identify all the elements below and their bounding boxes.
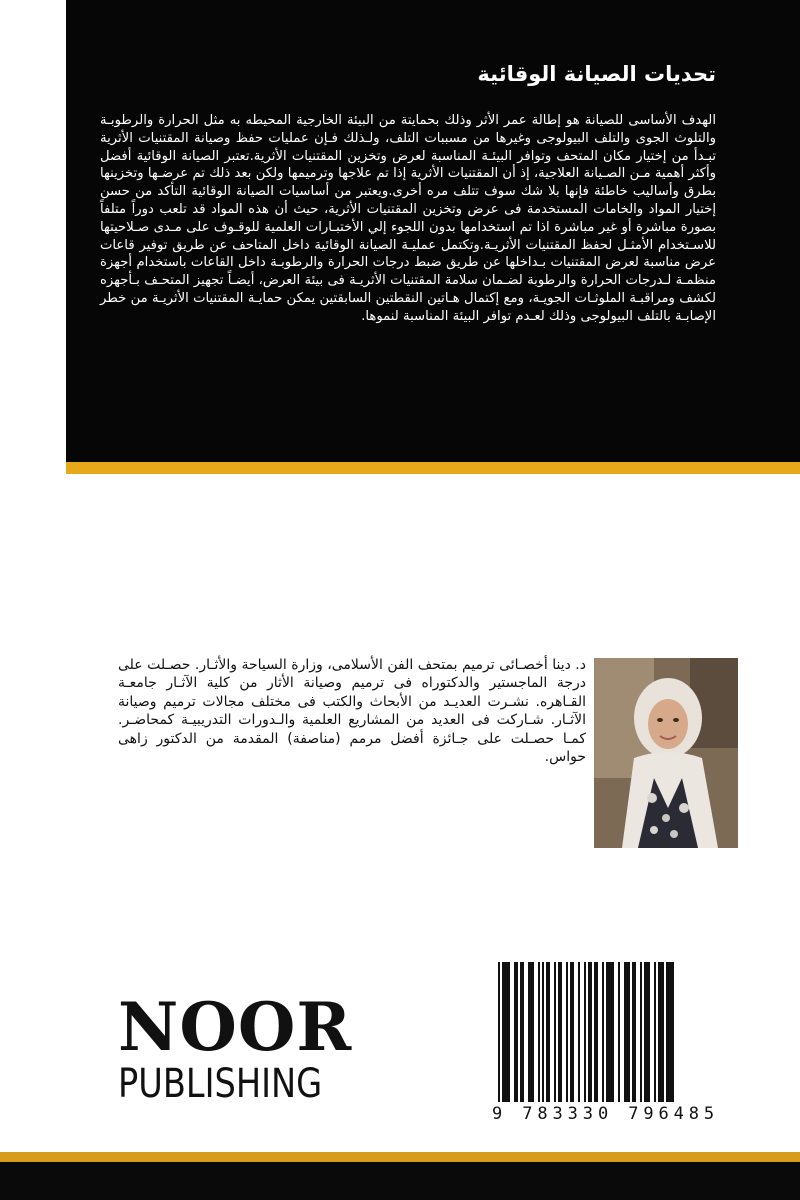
isbn-digits: 9 783330 796485: [492, 1104, 720, 1124]
back-cover-title: تحديات الصيانة الوقائية: [477, 62, 716, 86]
author-portrait-image: [594, 658, 738, 848]
back-cover-blurb: الهدف الأساسى للصيانة هو إطالة عمر الأثر وذلك بحمايتة من البيئة الخارجية المحيطه به مثل الحرارة والرطوبـة والتلوث الجوى والتلف البيولوجى وغيرها من مسببات التلف، ولـذلك فـإن عمليات حفظ وصيانة المقتنيات الأثرية تبـدأ من إختيار مكان المتحف وتوافر البيئـة المناسبة لعرض وتخزين المقتنيات الأثرية.تعتبر الصيانة الوقائية أفضل وأكثر أهمية مـن الصـيانة العلاجية، إذ أن المقتنيات الأثرية إذا تم علاجها وترميمها ولكن بعد ذلك تم عرضـها وتخزينها بطرق وأساليب خاطئة فإنها بلا شك سوف تتلف مره أخرى.ويعتبر من أساسيات الصيانة الوقائية التأكد من حسن إختيار المواد والخامات المستخدمة فى عرض وتخزين المقتنيات الأثرية، حيث أن هذه المواد قد تلعب دوراً متلفاً بصورة مباشرة أو غير مباشرة اذا تم استخدامها بدون اللجوء إلي الأختبـارات العلمية للوقـوف على مـدى صـلاحيتها للاسـتخدام الأمثـل لحفظ المقتنيات الأثريـة.وتكتمل عمليـة الصيانة الوقائية داخل المتاحف عن طريق توفير قاعات عرض مناسبة لعرض المقتنيات بـداخلها عن طريق ضبط درجات الحرارة والرطوبـة داخل القاعات باستخدام أجهزة منظمـة لـدرجات الحرارة والرطوبة لضـمان سلامة المقتنيات الأثريـة فى بيئة العرض، أيضـاً تجهيز المتحـف بـأجهزه لكشف ومراقبـة الملوثـات الجويـة، ومع إكتمال هـاتين النقطتين السابقتين يمكن حمايـة المقتنيات الأثريـة من خطر الإصابـة بالتلف البيولوجى وذلك لعـدم توافر البيئة المناسبة لنموها.: [100, 113, 716, 324]
gold-divider-top: [66, 462, 800, 474]
isbn-barcode: [492, 962, 762, 1132]
publisher-logo-publishing: PUBLISHING: [118, 1061, 323, 1107]
gold-divider-bottom: [0, 1152, 800, 1162]
author-photo: [594, 658, 738, 848]
bottom-black-band: [0, 1162, 800, 1200]
author-bio: د. دينا أخصـائى ترميم بمتحف الفن الأسلامى، وزارة السياحة والأثـار. حصـلت على درجة الماجستير والدكتوراه فى ترميم وصيانة الأثار من كلية الآثـار جامعـة القـاهره. نشـرت العديـد من الأبحاث والكتب فى مختلف مجالات ترميم وصيانة الآثـار. شـاركت فى العديد من المشاريع العلمية والـدورات التدريبيـة كمحاضـر. كمـا حصـلت على جـائزة أفضل مرمم (مناصفة) المقدمة من الدكتور زاهى حواس.: [118, 657, 586, 766]
barcode-bars: [492, 962, 762, 1102]
publisher-logo-noor: NOOR: [118, 988, 353, 1066]
